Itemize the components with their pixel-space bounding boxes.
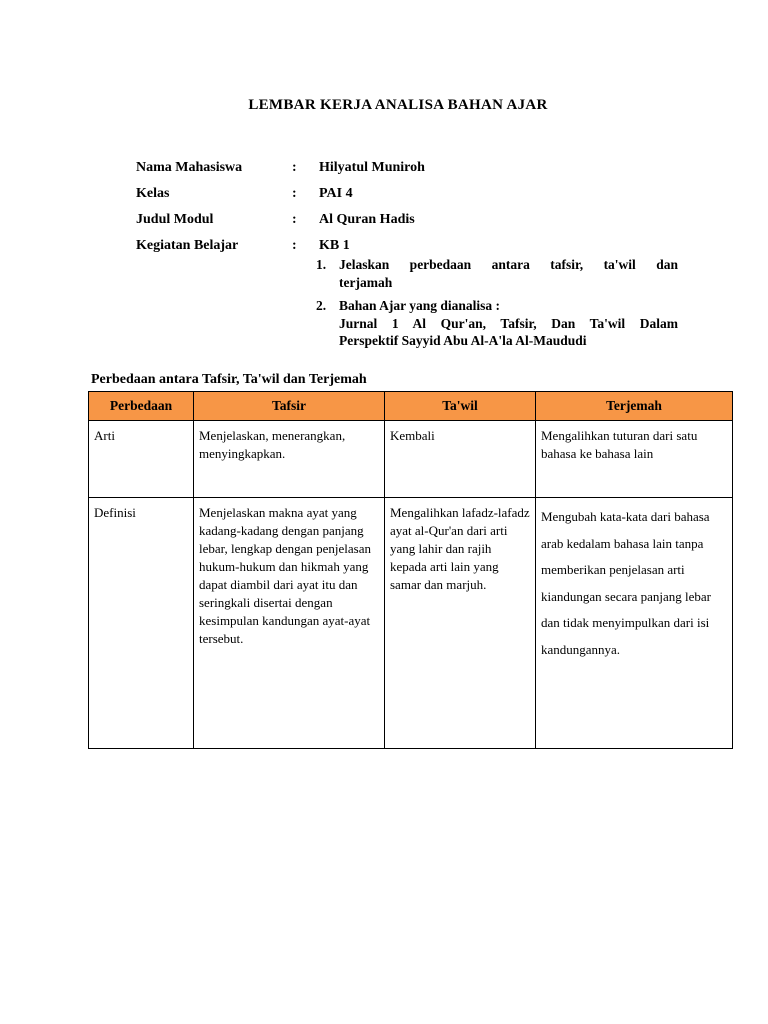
task-list — [316, 256, 678, 356]
info-row-kelas — [136, 186, 681, 212]
task-text — [339, 297, 678, 350]
row-label-arti — [89, 421, 194, 498]
row-label-definisi — [89, 498, 194, 749]
cell-text: Mengalihkan lafadz-lafadz ayat al-Qur'an dari arti yang lahir dan rajih kepada arti lain yang samar dan marjuh. — [390, 505, 530, 592]
cell-text: Mengubah kata-kata dari bahasa arab kedalam bahasa lain tanpa memberikan penjelasan arti kiandungan secara panjang lebar dan tidak menyimpulkan dari isi kandungannya. — [541, 509, 712, 657]
task-line: Jurnal 1 Al Qur'an, Tafsir, Dan Ta'wil Dalam — [339, 315, 678, 331]
cell-text: Arti — [94, 428, 115, 443]
info-value-judul-modul: Al Quran Hadis — [319, 212, 415, 227]
student-info — [136, 160, 681, 264]
info-row-nama — [136, 160, 681, 186]
task-number: 1. — [316, 257, 327, 272]
table-header-row — [89, 392, 733, 421]
column-header-tawil: Ta'wil — [385, 392, 536, 421]
info-value-kelas: PAI 4 — [319, 186, 353, 201]
column-header-terjemah: Terjemah — [536, 392, 733, 421]
cell-arti-tawil — [385, 421, 536, 498]
task-number: 2. — [316, 298, 327, 313]
cell-text: Menjelaskan, menerangkan, menyingkapkan. — [199, 428, 346, 461]
cell-definisi-terjemah — [536, 498, 733, 749]
column-header-tafsir: Tafsir — [194, 392, 385, 421]
cell-definisi-tawil — [385, 498, 536, 749]
table-caption: Perbedaan antara Tafsir, Ta'wil dan Terjemah — [91, 372, 367, 387]
cell-text: Kembali — [390, 428, 435, 443]
cell-text: Mengalihkan tuturan dari satu bahasa ke bahasa lain — [541, 428, 698, 461]
task-line: Perspektif Sayyid Abu Al-A'la Al-Maududi — [339, 333, 587, 348]
task-line: terjamah — [339, 274, 393, 290]
table-row — [89, 498, 733, 749]
page-title: LEMBAR KERJA ANALISA BAHAN AJAR — [248, 97, 548, 113]
task-line: Bahan Ajar yang dianalisa : — [339, 298, 501, 313]
column-header-perbedaan: Perbedaan — [89, 392, 194, 421]
info-row-judul-modul — [136, 212, 681, 238]
table-row — [89, 421, 733, 498]
info-value-nama: Hilyatul Muniroh — [319, 160, 425, 175]
task-item-1 — [316, 256, 678, 291]
task-item-2 — [316, 297, 678, 350]
cell-arti-terjemah — [536, 421, 733, 498]
task-text — [339, 256, 678, 291]
info-colon: : — [292, 238, 297, 253]
info-colon: : — [292, 212, 297, 227]
cell-text: Definisi — [94, 505, 136, 520]
info-label: Kelas — [136, 186, 170, 201]
cell-text: Menjelaskan makna ayat yang kadang-kadang dengan panjang lebar, lengkap dengan penjelasan hukum-hukum dan hikmah yang dapat diambil dari ayat itu dan seringkali disertai dengan kesimpulan kandungan ayat-ayat tersebut. — [199, 505, 372, 646]
cell-arti-tafsir — [194, 421, 385, 498]
info-label: Nama Mahasiswa — [136, 160, 243, 175]
info-label: Judul Modul — [136, 212, 214, 227]
info-colon: : — [292, 160, 297, 175]
cell-definisi-tafsir — [194, 498, 385, 749]
info-value-kegiatan-belajar: KB 1 — [319, 238, 350, 253]
comparison-table — [88, 391, 733, 749]
task-line: Jelaskan perbedaan antara tafsir, ta'wil dan — [339, 257, 678, 272]
info-colon: : — [292, 186, 297, 201]
info-label: Kegiatan Belajar — [136, 238, 239, 253]
